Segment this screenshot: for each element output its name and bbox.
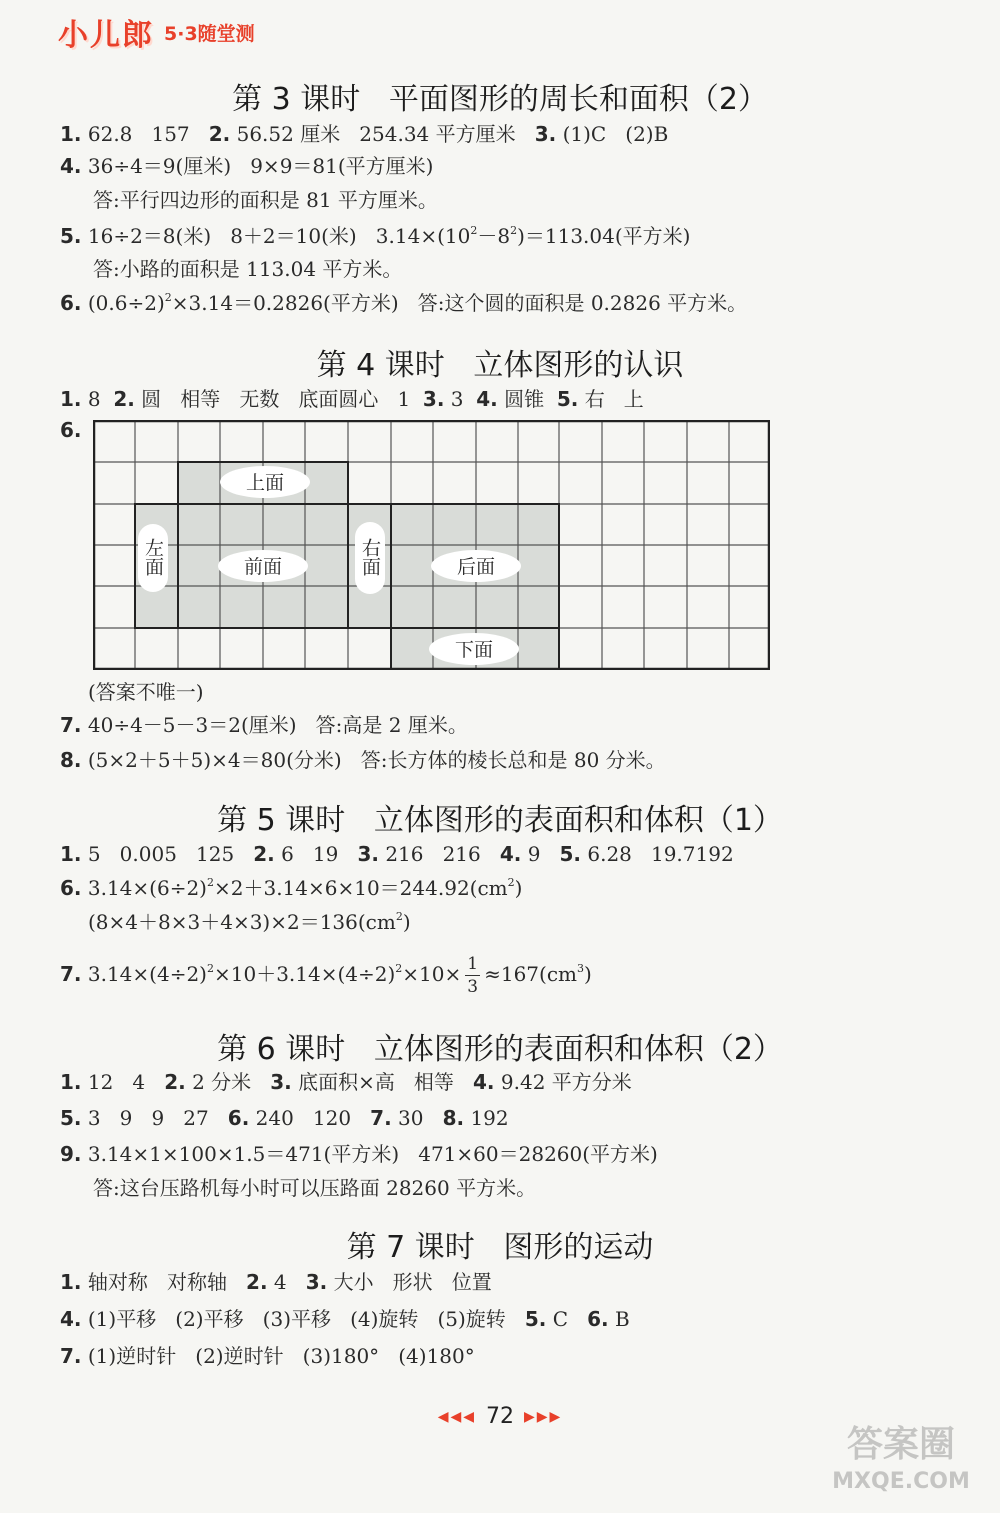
page-header [58,10,255,54]
label-right: 右面 [359,538,381,576]
s7-line-2: 4. (1)平移 (2)平移 (3)平移 (4)旋转 (5)旋转 5. C 6. B [60,1307,630,1331]
section-5-title: 第 5 课时 立体图形的表面积和体积（1） [217,803,783,838]
section-4-title: 第 4 课时 立体图形的认识 [316,348,684,383]
s3-answer-4: 答:平行四边形的面积是 81 平方厘米。 [93,188,438,212]
s7-line-3: 7. (1)逆时针 (2)逆时针 (3)180° (4)180° [60,1344,475,1368]
s6-line-9: 9. 3.14×1×100×1.5＝471(平方米) 471×60＝28260(平方米) [60,1142,658,1166]
s7-line-1: 1. 轴对称 对称轴 2. 4 3. 大小 形状 位置 [60,1270,492,1294]
s6-line-2: 5. 3 9 9 27 6. 240 120 7. 30 8. 192 [60,1106,509,1130]
label-front: 前面 [243,556,283,578]
s4-question-6-number: 6. [60,418,82,442]
watermark-text: 答案圈 [846,1424,955,1465]
label-left: 左面 [142,538,164,576]
s4-line-8: 8. (5×2＋5＋5)×4＝80(分米) 答:长方体的棱长总和是 80 分米。 [60,748,666,772]
s4-note: (答案不唯一) [88,680,204,704]
s6-answer-9: 答:这台压路机每小时可以压路面 28260 平方米。 [93,1176,537,1200]
s5-line-6: 6. $3.14\times(6\div 2)^2\times 2+3.14\times 6\times 10=244.92(cm^2)$ [60,876,523,900]
cube-net-grid [93,420,770,670]
left-arrows-icon: ◀◀◀ [437,1409,476,1425]
fraction-one-third: $\frac{1}{3}$ [467,954,479,997]
section-7-title: 第 7 课时 图形的运动 [346,1230,654,1265]
s4-line-1: 1. 8 2. 圆 相等 无数 底面圆心 1 3. 3 4. 圆锥 5. 右 上 [60,387,644,411]
right-arrows-icon: ▶▶▶ [524,1409,563,1425]
label-top: 上面 [245,472,285,494]
page-number: 72 [486,1404,514,1429]
s5-line-1: 1. 5 0.005 125 2. 6 19 3. 216 216 4. 9 5. 6.28 19.7192 [60,842,734,866]
s3-line-1: 1. 62.8 157 2. 56.52 厘米 254.34 平方厘米 3. (1)C (2)B [60,122,669,146]
s6-line-1: 1. 12 4 2. 2 分米 3. 底面积×高 相等 4. 9.42 平方分米 [60,1070,632,1094]
watermark-logo [816,1423,986,1503]
label-bottom: 下面 [454,639,494,661]
s3-answer-5: 答:小路的面积是 113.04 平方米。 [93,257,403,281]
s5-line-6b: $(8\times 4+8\times 3+4\times 3)\times 2=136(cm^2)$ [88,910,411,934]
watermark-url: MXQE.COM [832,1469,970,1494]
series-name: 5·3随堂测 [164,22,255,45]
s3-line-5: 5. 16÷2＝8(米) 8＋2＝10(米) $3.14\times(10^2-8^2)=113.04$(平方米) [60,224,691,248]
label-back: 后面 [456,556,496,578]
s3-line-2: 4. 36÷4＝9(厘米) 9×9＝81(平方厘米) [60,154,434,178]
s5-line-7: 7. $3.14\times(4\div 2)^2\times 10+3.14\times(4\div 2)^2\times 10\times$ $\frac{1}{3}$ $\approx 167(cm^3)$ [60,954,592,997]
s3-line-6: 6. $(0.6\div 2)^2\times 3.14=0.2826$(平方米) 答:这个圆的面积是 0.2826 平方米。 [60,291,748,315]
section-6-title: 第 6 课时 立体图形的表面积和体积（2） [217,1032,783,1067]
section-3-title: 第 3 课时 平面图形的周长和面积（2） [232,82,768,117]
s4-line-7: 7. 40÷4－5－3＝2(厘米) 答:高是 2 厘米。 [60,713,468,737]
brand-logo: 小儿郎 [58,18,154,53]
